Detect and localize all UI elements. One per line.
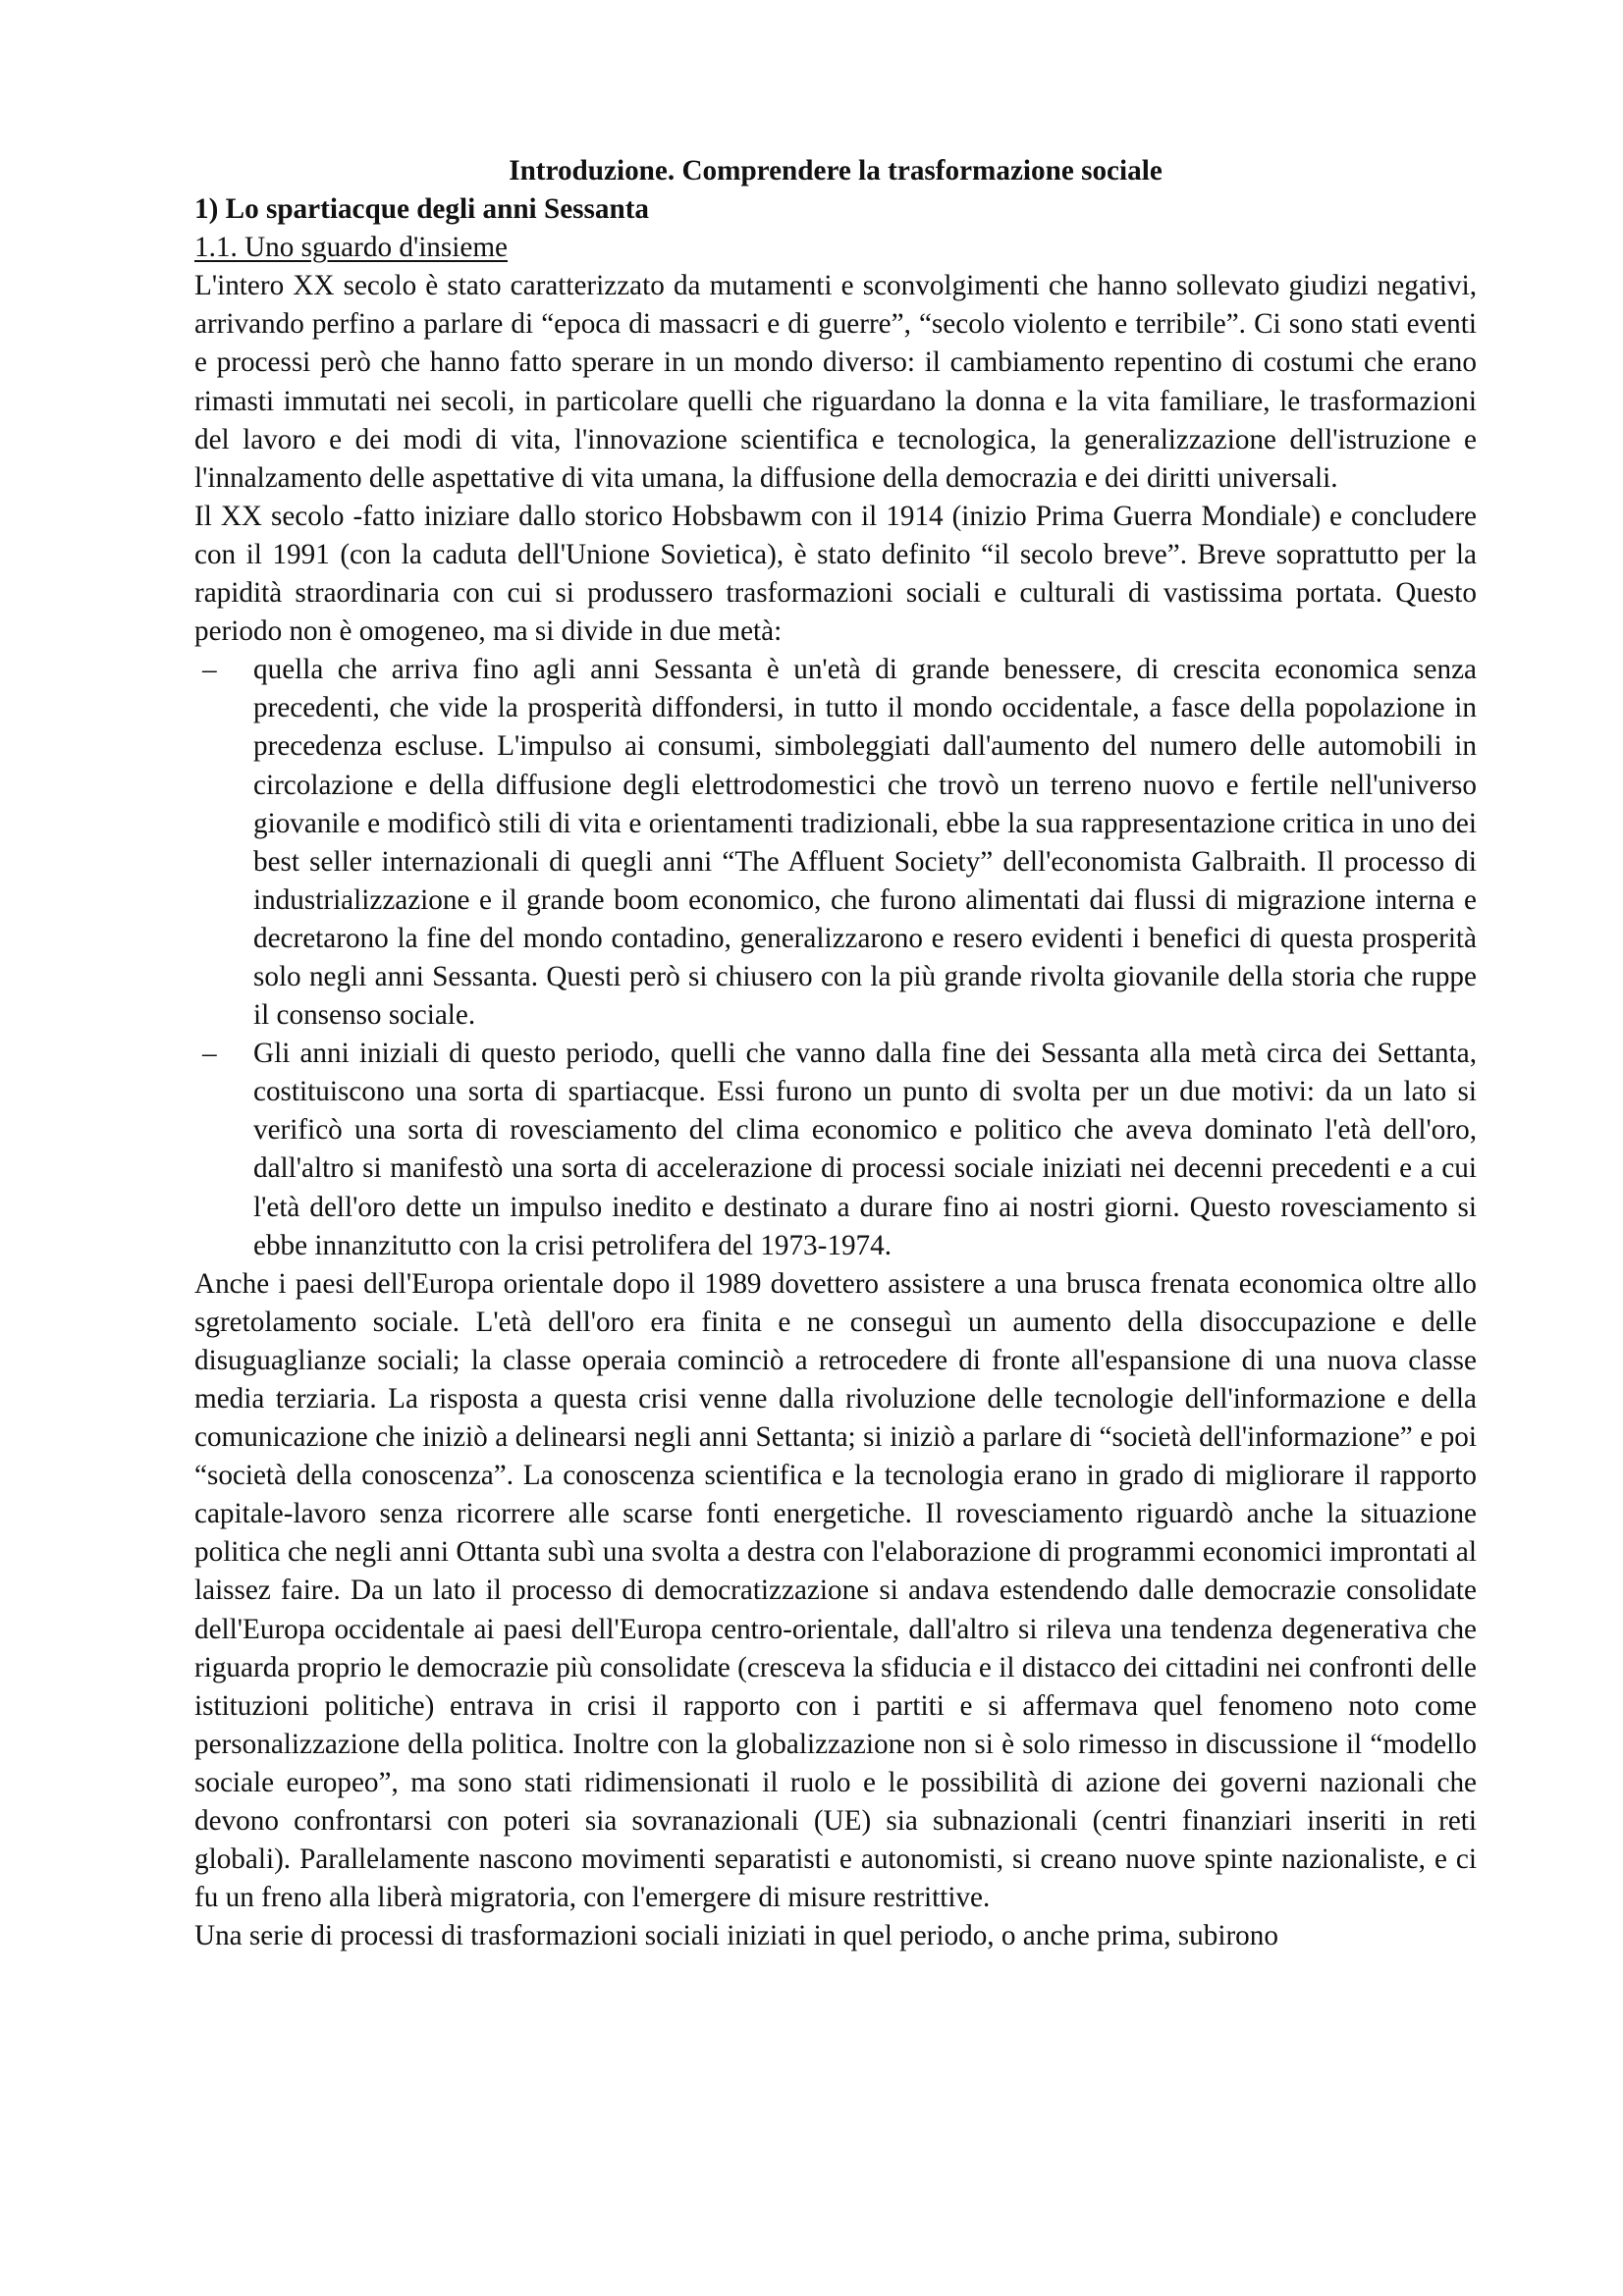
paragraph-trasformazioni: Una serie di processi di trasformazioni sociali iniziati in quel periodo, o anche prima, subirono (194, 1920, 1278, 1952)
document-page (194, 152, 1477, 1955)
subsection-heading: 1.1. Uno sguardo d'insieme (194, 232, 508, 264)
dash-bullet: – (202, 654, 217, 686)
section-heading: 1) Lo spartiacque degli anni Sessanta (194, 193, 650, 226)
document-title: Introduzione. Comprendere la trasformazione sociale (509, 155, 1163, 187)
list-item-text: quella che arriva fino agli anni Sessanta è un'età di grande benessere, di crescita economica senza precedenti, che vide la prosperità diffondersi, in tutto il mondo occidentale, a fasce della popolazione in precedenza escluse. L'impulso ai consumi, simboleggiati dall'aumento del numero delle automobili in circolazione e della diffusione degli elettrodomestici che trovò un terreno nuovo e fertile nell'universo giovanile e modificò stili di vita e orientamenti tradizionali, ebbe la sua rappresentazione critica in uno dei best seller internazionali di quegli anni “The Affluent Society” dell'economista Galbraith. Il processo di industrializzazione e il grande boom economico, che furono alimentati dai flussi di migrazione interna e decretarono la fine del mondo contadino, generalizzarono e resero evidenti i benefici di questa prosperità solo negli anni Sessanta. Questi però si chiusero con la più grande rivolta giovanile della storia che ruppe il consenso sociale. (253, 654, 1477, 1032)
dash-bullet: – (202, 1038, 217, 1070)
paragraph-secolo-breve: Il XX secolo -fatto iniziare dallo storico Hobsbawm con il 1914 (inizio Prima Guerra Mondiale) e concludere con il 1991 (con la caduta dell'Unione Sovietica), è stato definito “il secolo breve”. Breve soprattutto per la rapidità straordinaria con cui si produssero trasformazioni sociali e culturali di vastissima portata. Questo periodo non è omogeneo, ma si divide in due metà: (194, 500, 1477, 648)
paragraph-europa-orientale: Anche i paesi dell'Europa orientale dopo il 1989 dovettero assistere a una brusca frenata economica oltre allo sgretolamento sociale. L'età dell'oro era finita e ne conseguì un aumento della disoccupazione e delle disuguaglianze sociali; la classe operaia cominciò a retrocedere di fronte all'espansione di una nuova classe media terziaria. La risposta a questa crisi venne dalla rivoluzione delle tecnologie dell'informazione e della comunicazione che iniziò a delinearsi negli anni Settanta; si iniziò a parlare di “società dell'informazione” e poi “società della conoscenza”. La conoscenza scientifica e la tecnologia erano in grado di migliorare il rapporto capitale-lavoro senza ricorrere alle scarse fonti energetiche. Il rovesciamento riguardò anche la situazione politica che negli anni Ottanta subì una svolta a destra con l'elaborazione di programmi economici improntati al laissez faire. Da un lato il processo di democratizzazione si andava estendendo dalle democrazie consolidate dell'Europa occidentale ai paesi dell'Europa centro-orientale, dall'altro si rileva una tendenza degenerativa che riguarda proprio le democrazie più consolidate (cresceva la sfiducia e il distacco dei cittadini nei confronti delle istituzioni politiche) entrava in crisi il rapporto con i partiti e si affermava quel fenomeno noto come personalizzazione della politica. Inoltre con la globalizzazione non si è solo rimesso in discussione il “modello sociale europeo”, ma sono stati ridimensionati il ruolo e le possibilità di azione dei governi nazionali che devono confrontarsi con poteri sia sovranazionali (UE) sia subnazionali (centri finanziari inseriti in reti globali). Parallelamente nascono movimenti separatisti e autonomisti, si creano nuove spinte nazionaliste, e ci fu un freno alla liberà migratoria, con l'emergere di misure restrittive. (194, 1267, 1477, 1914)
list-item (194, 651, 1477, 1035)
period-list (194, 651, 1477, 1265)
paragraph-intro: L'intero XX secolo è stato caratterizzato da mutamenti e sconvolgimenti che hanno sollevato giudizi negativi, arrivando perfino a parlare di “epoca di massacri e di guerre”, “secolo violento e terribile”. Ci sono stati eventi e processi però che hanno fatto sperare in un mondo diverso: il cambiamento repentino di costumi che erano rimasti immutati nei secoli, in particolare quelli che riguardano la donna e la vita familiare, le trasformazioni del lavoro e dei modi di vita, l'innovazione scientifica e tecnologica, la generalizzazione dell'istruzione e l'innalzamento delle aspettative di vita umana, la diffusione della democrazia e dei diritti universali. (194, 270, 1477, 494)
list-item (194, 1035, 1477, 1265)
list-item-text: Gli anni iniziali di questo periodo, quelli che vanno dalla fine dei Sessanta alla metà circa dei Settanta, costituiscono una sorta di spartiacque. Essi furono un punto di svolta per un due motivi: da un lato si verificò una sorta di rovesciamento del clima economico e politico che aveva dominato l'età dell'oro, dall'altro si manifestò una sorta di accelerazione di processi sociale iniziati nei decenni precedenti e a cui l'età dell'oro dette un impulso inedito e destinato a durare fino ai nostri giorni. Questo rovesciamento si ebbe innanzitutto con la crisi petrolifera del 1973-1974. (253, 1038, 1477, 1261)
